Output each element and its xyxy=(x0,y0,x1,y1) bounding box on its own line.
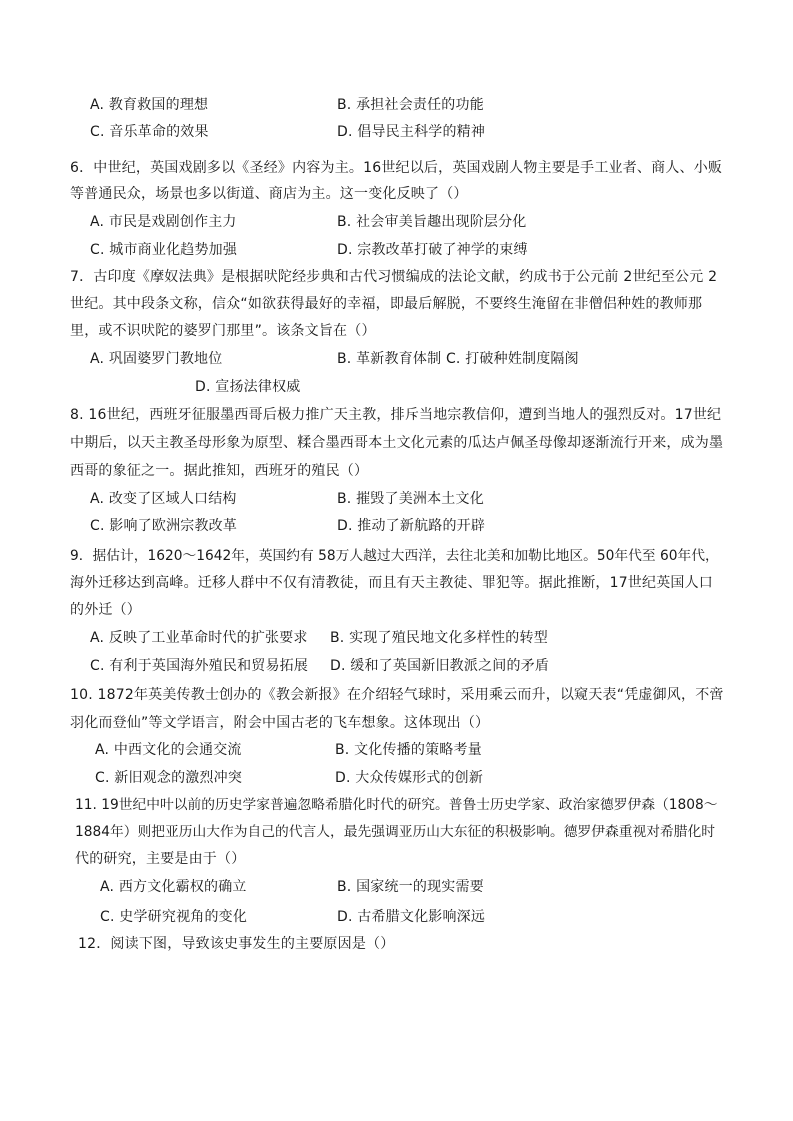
q7-option-b-c: B. 革新教育体制 C. 打破种姓制度隔阂 xyxy=(337,351,579,367)
q11-option-a: A. 西方文化霸权的确立 xyxy=(100,879,247,895)
q8-option-a: A. 改变了区域人口结构 xyxy=(90,491,237,507)
q7-stem-line-2: 世纪。其中段条文称，信众“如欲获得最好的幸福，即最后解脱，不要终生淹留在非僧侣种姓的教师那 xyxy=(70,296,703,312)
q11-option-b: B. 国家统一的现实需要 xyxy=(337,879,484,895)
q10-option-a: A. 中西文化的会通交流 xyxy=(95,742,242,758)
q9-stem-line-3: 的外迁（） xyxy=(70,602,141,618)
q6-option-d: D. 宗教改革打破了神学的束缚 xyxy=(337,242,528,258)
q6-stem-line-2: 等普通民众，场景也多以街道、商店为主。这一变化反映了（） xyxy=(70,186,468,202)
q8-stem-line-1: 8. 16世纪，西班牙征服墨西哥后极力推广天主教，排斥当地宗教信仰，遭到当地人的强烈反对。17世纪 xyxy=(70,407,722,423)
q7-option-a: A. 巩固婆罗门教地位 xyxy=(90,351,223,367)
q8-stem-line-2: 中期后，以天主教圣母形象为原型、糅合墨西哥本土文化元素的瓜达卢佩圣母像却逐渐流行开来，成为墨 xyxy=(70,435,724,451)
q8-option-c: C. 影响了欧洲宗教改革 xyxy=(90,518,238,534)
q8-option-b: B. 摧毁了美洲本土文化 xyxy=(337,491,484,507)
q10-option-c: C. 新旧观念的激烈冲突 xyxy=(95,770,243,786)
q6-option-a: A. 市民是戏剧创作主力 xyxy=(90,214,237,230)
q7-option-d: D. 宣扬法律权威 xyxy=(195,379,301,395)
q8-option-d: D. 推动了新航路的开辟 xyxy=(337,518,486,534)
q12-stem-line-1: 12．阅读下图，导致该史事发生的主要原因是（） xyxy=(78,936,395,952)
q10-stem-line-2: 羽化而登仙”等文学语言，附会中国古老的飞车想象。这体现出（） xyxy=(70,715,490,731)
q10-option-b: B. 文化传播的策略考量 xyxy=(335,742,482,758)
q6-option-b: B. 社会审美旨趣出现阶层分化 xyxy=(337,214,527,230)
q9-stem-line-1: 9．据估计，1620～1642年，英国约有 58万人越过大西洋，去往北美和加勒比地区。50年代至 60年代， xyxy=(70,548,719,564)
q11-option-d: D. 古希腊文化影响深远 xyxy=(337,909,486,925)
q9-option-d: D. 缓和了英国新旧教派之间的矛盾 xyxy=(330,658,550,674)
q11-stem-line-3: 代的研究，主要是由于（） xyxy=(75,851,246,867)
q6-stem-line-1: 6．中世纪，英国戏剧多以《圣经》内容为主。16世纪以后，英国戏剧人物主要是手工业者、商人、小贩 xyxy=(70,160,723,176)
q7-stem-line-1: 7．古印度《摩奴法典》是根据吠陀经步典和古代习惯编成的法论文献，约成书于公元前 2世纪至公元 2 xyxy=(70,269,718,285)
q11-option-c: C. 史学研究视角的变化 xyxy=(100,909,248,925)
q6-option-c: C. 城市商业化趋势加强 xyxy=(90,242,238,258)
q10-stem-line-1: 10. 1872年英美传教士创办的《教会新报》在介绍轻气球时，采用乘云而升，以窥天表“凭虚御风，不啻 xyxy=(70,687,724,703)
q5-option-b: B. 承担社会责任的功能 xyxy=(337,97,484,113)
q5-option-a: A. 教育救国的理想 xyxy=(90,97,209,113)
q8-stem-line-3: 西哥的象征之一。据此推知，西班牙的殖民（） xyxy=(70,463,369,479)
q9-option-a: A. 反映了工业革命时代的扩张要求 xyxy=(90,630,308,646)
q7-stem-line-3: 里，或不识吠陀的婆罗门那里”。该条文旨在（） xyxy=(70,323,376,339)
q9-option-c: C. 有利于英国海外殖民和贸易拓展 xyxy=(90,658,309,674)
q9-option-b: B. 实现了殖民地文化多样性的转型 xyxy=(330,630,548,646)
q11-stem-line-2: 1884年）则把亚历山大作为自己的代言人，最先强调亚历山大东征的积极影响。德罗伊森重视对希腊化时 xyxy=(75,824,715,840)
q5-option-c: C. 音乐革命的效果 xyxy=(90,124,209,140)
q11-stem-line-1: 11. 19世纪中叶以前的历史学家普遍忽略希腊化时代的研究。普鲁士历史学家、政治家德罗伊森（1808～ xyxy=(75,797,718,813)
q10-option-d: D. 大众传媒形式的创新 xyxy=(335,770,484,786)
q5-option-d: D. 倡导民主科学的精神 xyxy=(337,124,486,140)
q9-stem-line-2: 海外迁移达到高峰。迁移人群中不仅有清教徒，而且有天主教徒、罪犯等。据此推断，17世纪英国人口 xyxy=(70,575,714,591)
